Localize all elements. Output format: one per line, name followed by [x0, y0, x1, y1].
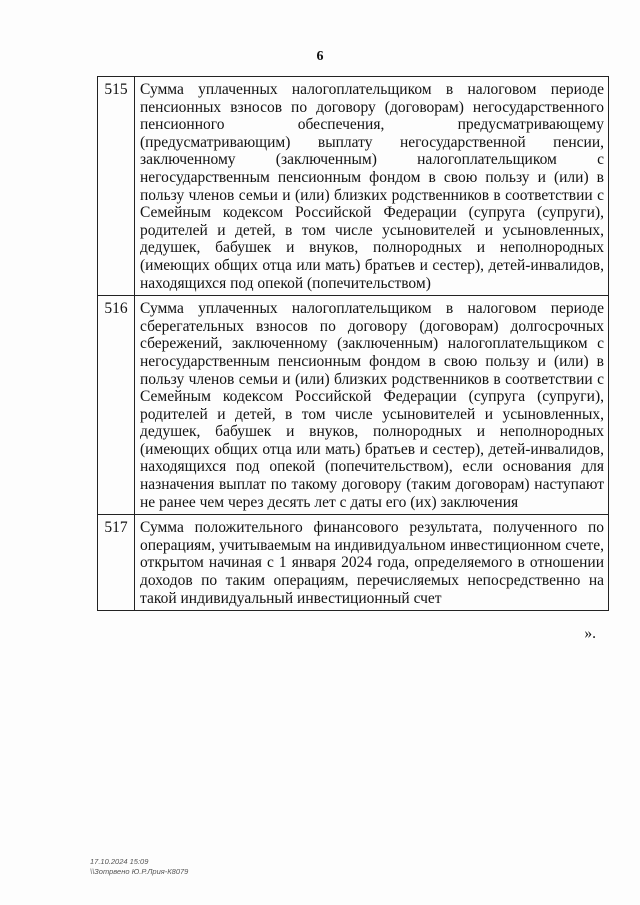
row-description: Сумма положительного финансового результата, полученного по операциям, учитываемым на индивидуальном инвестиционном счете, открытом начиная с 1 января 2024 года, определяемого в отношении доходов по таким операциям, перечисляемых непосредственно на такой индивидуальный инвестиционный счет [135, 515, 609, 611]
row-code: 516 [98, 296, 135, 515]
stamp-timestamp: 17.10.2024 15:09 [90, 857, 149, 866]
table-row [98, 296, 609, 515]
row-code: 517 [98, 515, 135, 611]
registration-stamp [90, 857, 188, 877]
stamp-reference: \\Зотрвено Ю.Р.Лрия-К8079 [90, 867, 189, 876]
income-codes-table [97, 76, 609, 611]
table-row [98, 515, 609, 611]
row-description: Сумма уплаченных налогоплательщиком в налоговом периоде сберегательных взносов по договору (договорам) долгосрочных сбережений, заключенному (заключенным) налогоплательщиком с негосударственным пенсионным фондом в свою пользу и (или) в пользу членов семьи и (или) близких родственников в соответствии с Семейным кодексом Российской Федерации (супруга (супруги), родителей и детей, в том числе усыновителей и усыновленных, дедушек, бабушек и внуков, полнородных и неполнородных (имеющих общих отца или мать) братьев и сестер), детей-инвалидов, находящихся под опекой (попечительством), если основания для назначения выплат по такому договору (таким договорам) наступают не ранее чем через десять лет с даты его (их) заключения [135, 296, 609, 515]
row-description: Сумма уплаченных налогоплательщиком в налоговом периоде пенсионных взносов по договору (договорам) негосударственного пенсионного обеспечения, предусматривающему (предусматривающим) выплату негосударственной пенсии, заключенному (заключенным) налогоплательщиком с негосударственным пенсионным фондом в свою пользу и (или) в пользу членов семьи и (или) близких родственников в соответствии с Семейным кодексом Российской Федерации (супруга (супруги), родителей и детей, в том числе усыновителей и усыновленных, дедушек, бабушек и внуков, полнородных и неполнородных (имеющих общих отца или мать) братьев и сестер), детей-инвалидов, находящихся под опекой (попечительством) [135, 77, 609, 296]
row-code: 515 [98, 77, 135, 296]
closing-quote: ». [584, 625, 596, 642]
table-row [98, 77, 609, 296]
page-number: 6 [316, 49, 324, 64]
